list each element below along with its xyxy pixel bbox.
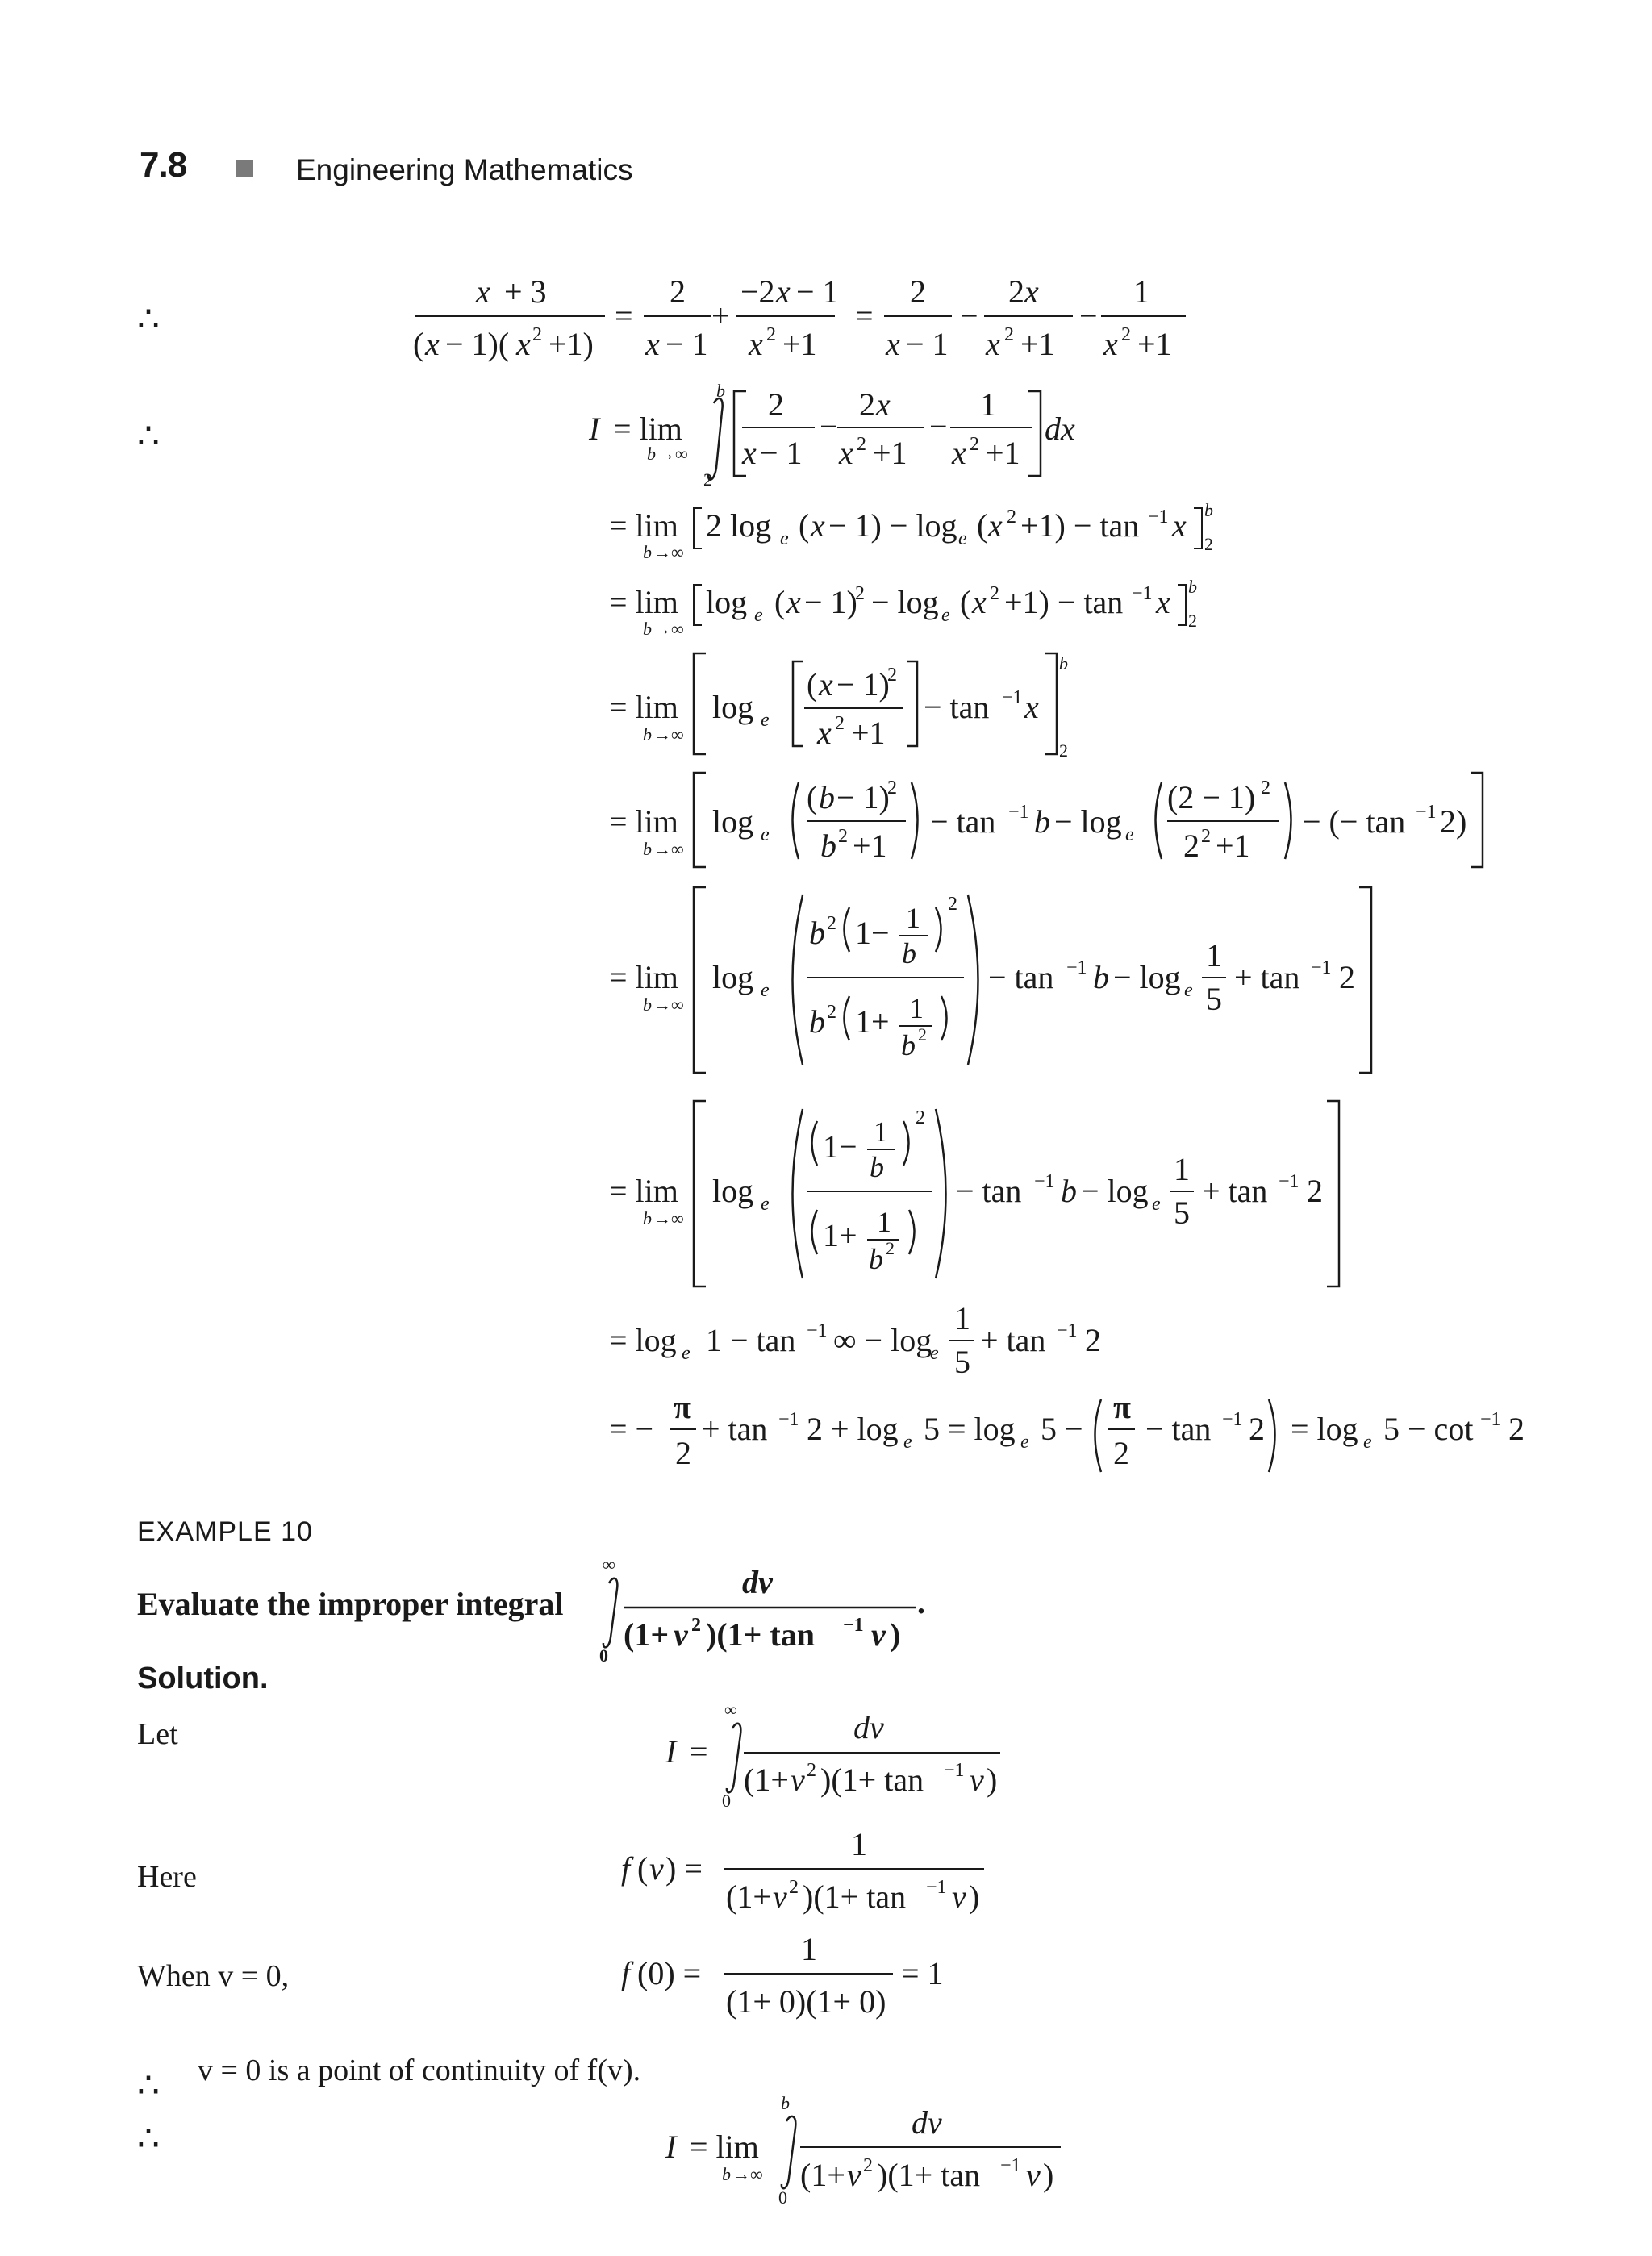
- svg-text:x: x: [742, 435, 757, 471]
- svg-text:f: f: [621, 1850, 631, 1887]
- svg-text:e: e: [930, 1343, 939, 1364]
- svg-text:b: b: [781, 2093, 790, 2113]
- svg-text:log: log: [712, 689, 754, 725]
- svg-text:2: 2: [807, 1760, 816, 1781]
- svg-text:+ tan: + tan: [1234, 959, 1300, 995]
- svg-text:2: 2: [768, 386, 784, 423]
- svg-text:x: x: [1024, 689, 1039, 725]
- svg-text:→∞: →∞: [732, 2164, 763, 2184]
- svg-text:(1+: (1+: [800, 2157, 845, 2193]
- svg-text:−1: −1: [1148, 507, 1169, 528]
- svg-text:= lim: = lim: [609, 803, 678, 840]
- svg-text:2: 2: [827, 913, 836, 934]
- svg-text:b: b: [722, 2164, 731, 2184]
- svg-text:+ 3: + 3: [504, 273, 547, 310]
- svg-text:e: e: [1125, 824, 1134, 845]
- svg-text:b: b: [820, 828, 836, 864]
- svg-text:x: x: [988, 507, 1003, 544]
- svg-text:x: x: [886, 326, 900, 362]
- svg-text:2: 2: [1188, 611, 1197, 631]
- svg-text:2: 2: [703, 469, 712, 490]
- svg-text:x: x: [839, 435, 853, 471]
- svg-text:2: 2: [910, 273, 926, 310]
- svg-text:(: (: [977, 507, 988, 544]
- svg-text:1: 1: [954, 1300, 970, 1337]
- svg-text:+ tan: + tan: [1202, 1173, 1268, 1209]
- svg-text:2: 2: [1201, 826, 1211, 847]
- solution-heading: Solution.: [137, 1662, 269, 1695]
- svg-text:(: (: [774, 584, 786, 620]
- limit-integral: [661, 2089, 1081, 2210]
- svg-text:v: v: [649, 1850, 664, 1887]
- svg-text:(1+: (1+: [624, 1616, 670, 1653]
- svg-text:x: x: [811, 507, 825, 544]
- svg-text:= 1: = 1: [901, 1955, 944, 1991]
- factor-b-squared-step: [609, 879, 1383, 1081]
- svg-text:I: I: [589, 411, 600, 447]
- svg-text:2: 2: [1113, 1435, 1129, 1471]
- therefore-symbol: ∴: [137, 2066, 160, 2105]
- svg-text:1+: 1+: [855, 1003, 890, 1040]
- svg-text:−1: −1: [1008, 802, 1029, 823]
- svg-text:b: b: [716, 381, 725, 401]
- svg-text:x: x: [876, 386, 891, 423]
- let-label: Let: [137, 1717, 178, 1751]
- svg-text:+ tan: + tan: [702, 1411, 768, 1447]
- svg-text:+1: +1: [1216, 828, 1250, 864]
- svg-text:1: 1: [1206, 937, 1222, 974]
- svg-text:−1: −1: [1416, 802, 1437, 823]
- svg-text:−1: −1: [1066, 957, 1087, 978]
- svg-text:x: x: [1156, 584, 1170, 620]
- svg-text:b: b: [1093, 959, 1109, 995]
- svg-text:(2 − 1): (2 − 1): [1167, 779, 1256, 815]
- svg-text:= −: = −: [609, 1411, 654, 1447]
- svg-text:.: .: [917, 1584, 925, 1620]
- svg-text:x: x: [819, 666, 833, 703]
- svg-text:): ): [890, 1616, 901, 1653]
- svg-text:e: e: [1152, 1194, 1161, 1215]
- svg-text:e: e: [761, 980, 770, 1001]
- problem-integral: [593, 1553, 948, 1666]
- svg-text:− 1): − 1): [836, 779, 890, 815]
- svg-text:2: 2: [827, 1002, 836, 1023]
- svg-text:2: 2: [1059, 740, 1068, 758]
- svg-text:∞ − log: ∞ − log: [833, 1322, 932, 1358]
- svg-text:= log: = log: [609, 1322, 677, 1358]
- svg-text:− (− tan: − (− tan: [1303, 803, 1406, 840]
- integrand-at-zero: [617, 1924, 972, 2029]
- simplified-limit-step: [609, 1093, 1351, 1295]
- svg-text:−1: −1: [1057, 1320, 1078, 1341]
- svg-text:+1: +1: [1020, 326, 1055, 362]
- svg-text:= lim: = lim: [609, 959, 678, 995]
- therefore-symbol: ∴: [137, 2119, 160, 2158]
- svg-text:= lim: = lim: [613, 411, 682, 447]
- svg-text:= lim: = lim: [609, 507, 678, 544]
- svg-text:x: x: [817, 715, 832, 751]
- svg-text:e: e: [1184, 980, 1193, 1001]
- svg-text:x: x: [425, 326, 440, 362]
- svg-text:−1: −1: [1279, 1171, 1299, 1192]
- svg-text:1−: 1−: [855, 915, 890, 951]
- svg-text:): ): [1043, 2157, 1054, 2193]
- svg-text:) =: ) =: [665, 1850, 703, 1887]
- here-label: Here: [137, 1860, 197, 1894]
- svg-text:5: 5: [1206, 981, 1222, 1017]
- when-label: When v = 0,: [137, 1959, 290, 1993]
- svg-text:= log: = log: [1291, 1411, 1358, 1447]
- svg-text:e: e: [958, 528, 967, 549]
- svg-text:e: e: [754, 605, 763, 626]
- svg-text:5: 5: [954, 1344, 970, 1380]
- svg-text:v: v: [773, 1879, 787, 1915]
- svg-text:(1+ 0)(1+ 0): (1+ 0)(1+ 0): [726, 1983, 886, 2020]
- svg-text:I: I: [665, 1733, 677, 1770]
- svg-text:+1: +1: [782, 326, 817, 362]
- svg-text:e: e: [682, 1343, 690, 1364]
- svg-text:2: 2: [1307, 1173, 1323, 1209]
- svg-text:e: e: [761, 710, 770, 731]
- svg-text:e: e: [780, 528, 789, 549]
- svg-text:+ tan: + tan: [980, 1322, 1046, 1358]
- svg-text:b: b: [1061, 1173, 1077, 1209]
- svg-text:→∞: →∞: [653, 839, 684, 859]
- svg-text:2: 2: [859, 386, 875, 423]
- svg-text:b: b: [819, 779, 835, 815]
- svg-text:v: v: [847, 2157, 861, 2193]
- svg-text:∞: ∞: [603, 1554, 615, 1574]
- svg-text:x: x: [786, 584, 801, 620]
- svg-text:1: 1: [874, 1115, 888, 1148]
- svg-text:(: (: [807, 779, 818, 815]
- improper-integral-definition: [581, 379, 1097, 492]
- svg-text:log: log: [706, 584, 748, 620]
- partial-fraction-equation: [403, 266, 1210, 371]
- svg-text:= lim: = lim: [609, 1173, 678, 1209]
- svg-text:v: v: [791, 1762, 805, 1798]
- svg-text:+1: +1: [853, 828, 887, 864]
- svg-text:→∞: →∞: [653, 619, 684, 639]
- svg-text:1: 1: [906, 902, 920, 934]
- svg-text:+1) − tan: +1) − tan: [1020, 507, 1140, 544]
- svg-text:b: b: [643, 724, 652, 744]
- svg-text:−1: −1: [1132, 583, 1153, 604]
- svg-text:2: 2: [1121, 324, 1131, 345]
- svg-text:+1) − tan: +1) − tan: [1004, 584, 1124, 620]
- svg-text:(: (: [637, 1850, 649, 1887]
- svg-text:− tan: − tan: [956, 1173, 1022, 1209]
- svg-text:(1+: (1+: [726, 1879, 771, 1915]
- svg-text:x: x: [986, 326, 1000, 362]
- svg-text:x: x: [1103, 326, 1118, 362]
- svg-text:log: log: [712, 803, 754, 840]
- svg-text:=: =: [615, 298, 633, 334]
- svg-text:2: 2: [948, 894, 957, 915]
- svg-text:2): 2): [1440, 803, 1467, 840]
- svg-text:− log: − log: [1081, 1173, 1149, 1209]
- svg-text:− 1: − 1: [906, 326, 949, 362]
- svg-text:v: v: [952, 1879, 966, 1915]
- example-heading: EXAMPLE 10: [137, 1516, 313, 1547]
- svg-text:dv: dv: [912, 2104, 942, 2141]
- svg-text:x: x: [776, 273, 791, 310]
- svg-text:1 − tan: 1 − tan: [706, 1322, 796, 1358]
- svg-text:(: (: [413, 326, 424, 362]
- svg-text:log: log: [712, 959, 754, 995]
- svg-text:∞: ∞: [724, 1699, 737, 1720]
- page-number: 7.8: [140, 145, 187, 185]
- svg-text:− log: − log: [1054, 803, 1122, 840]
- svg-text:1: 1: [1133, 273, 1149, 310]
- limits-substitution-step: [609, 766, 1496, 871]
- svg-text:2: 2: [691, 1615, 701, 1636]
- svg-text:b: b: [643, 839, 652, 859]
- svg-text:1+: 1+: [823, 1217, 857, 1253]
- svg-text:(: (: [960, 584, 971, 620]
- svg-text:2: 2: [838, 826, 848, 847]
- svg-text:b: b: [643, 995, 652, 1015]
- svg-text:e: e: [941, 605, 950, 626]
- svg-text:x: x: [952, 435, 966, 471]
- therefore-symbol: ∴: [137, 299, 160, 339]
- svg-text:−: −: [929, 408, 948, 444]
- svg-text:2: 2: [789, 1877, 799, 1898]
- svg-text:5 = log: 5 = log: [924, 1411, 1016, 1447]
- svg-text:1: 1: [980, 386, 996, 423]
- integral-definition: [661, 1698, 1016, 1811]
- svg-text:2: 2: [1204, 534, 1213, 554]
- svg-text:2: 2: [1004, 324, 1014, 345]
- svg-text:1: 1: [877, 1206, 891, 1238]
- svg-text:− log: − log: [1113, 959, 1181, 995]
- svg-text:−1: −1: [1002, 687, 1023, 708]
- antiderivative-step: [609, 500, 1254, 565]
- svg-text:v: v: [871, 1616, 886, 1653]
- svg-text:− tan: − tan: [930, 803, 996, 840]
- svg-text:2: 2: [1508, 1411, 1525, 1447]
- svg-text:π: π: [1113, 1389, 1131, 1425]
- svg-text:b: b: [809, 1003, 825, 1040]
- svg-text:=: =: [690, 1733, 708, 1770]
- integrand-definition: [617, 1819, 1004, 1924]
- svg-text:−: −: [1079, 298, 1098, 334]
- svg-text:+1): +1): [549, 326, 594, 362]
- svg-text:−1: −1: [1034, 1171, 1055, 1192]
- svg-text:x: x: [1024, 273, 1039, 310]
- svg-text:(: (: [807, 666, 818, 703]
- svg-text:)(1+ tan: )(1+ tan: [803, 1879, 907, 1915]
- svg-text:−1: −1: [1311, 957, 1332, 978]
- svg-text:−1: −1: [944, 1760, 965, 1781]
- svg-text:− 1): − 1): [836, 666, 890, 703]
- svg-text:2: 2: [835, 713, 845, 734]
- svg-text:(1+: (1+: [744, 1762, 789, 1798]
- svg-text:5: 5: [1174, 1195, 1190, 1231]
- svg-text:0: 0: [599, 1645, 608, 1666]
- svg-text:π: π: [674, 1389, 691, 1425]
- svg-text:2: 2: [532, 324, 542, 345]
- svg-text:1: 1: [801, 1931, 817, 1967]
- svg-text:): ): [969, 1879, 980, 1915]
- svg-text:b: b: [643, 619, 652, 639]
- svg-text:+: +: [711, 298, 730, 334]
- svg-text:2: 2: [1339, 959, 1355, 995]
- svg-text:−1: −1: [1000, 2155, 1021, 2176]
- svg-text:− 1): − 1): [804, 584, 857, 620]
- svg-text:−1: −1: [926, 1877, 947, 1898]
- svg-text:2: 2: [766, 324, 776, 345]
- svg-text:)(1+ tan: )(1+ tan: [877, 2157, 981, 2193]
- svg-text:2: 2: [887, 778, 897, 799]
- svg-text:− tan: − tan: [988, 959, 1054, 995]
- header-square-icon: [236, 160, 253, 177]
- svg-text:1: 1: [851, 1826, 867, 1862]
- svg-text:−: −: [960, 298, 978, 334]
- svg-text:)(1+ tan: )(1+ tan: [820, 1762, 924, 1798]
- svg-text:2: 2: [990, 583, 999, 604]
- svg-text:b: b: [901, 1029, 916, 1061]
- svg-text:2: 2: [1007, 507, 1016, 528]
- final-result-step: [609, 1387, 1537, 1484]
- svg-text:2: 2: [1008, 273, 1024, 310]
- limit-evaluated-step: [609, 1299, 1125, 1387]
- svg-text:−1: −1: [1480, 1409, 1501, 1430]
- svg-text:1: 1: [909, 992, 924, 1024]
- svg-text:b: b: [1188, 577, 1197, 597]
- svg-text:v: v: [970, 1762, 984, 1798]
- svg-text:→∞: →∞: [657, 444, 688, 464]
- svg-text:−1: −1: [807, 1320, 828, 1341]
- svg-text:2: 2: [1183, 828, 1199, 864]
- svg-text:)(1+ tan: )(1+ tan: [706, 1616, 815, 1653]
- svg-text:2: 2: [886, 1238, 895, 1258]
- svg-text:2 log: 2 log: [706, 507, 772, 544]
- svg-text:→∞: →∞: [653, 724, 684, 744]
- svg-text:−1: −1: [1222, 1409, 1243, 1430]
- svg-text:dv: dv: [742, 1564, 773, 1600]
- svg-text:−1: −1: [843, 1615, 864, 1636]
- svg-text:2: 2: [670, 273, 686, 310]
- svg-text:= lim: = lim: [609, 689, 678, 725]
- svg-text:f: f: [621, 1955, 631, 1991]
- svg-text:b: b: [1204, 500, 1213, 520]
- svg-text:0: 0: [722, 1791, 731, 1811]
- svg-text:2: 2: [675, 1435, 691, 1471]
- svg-text:2: 2: [1249, 1411, 1265, 1447]
- svg-text:x: x: [972, 584, 987, 620]
- svg-text:2: 2: [857, 434, 866, 455]
- svg-text:b: b: [809, 915, 825, 951]
- svg-text:→∞: →∞: [653, 1208, 684, 1228]
- svg-text:− tan: − tan: [1145, 1411, 1212, 1447]
- svg-text:2: 2: [916, 1107, 925, 1128]
- svg-text:− log: − log: [871, 584, 939, 620]
- svg-text:− 1: − 1: [796, 273, 839, 310]
- svg-text:2: 2: [1261, 778, 1270, 799]
- svg-text:b: b: [647, 444, 656, 464]
- svg-text:x: x: [749, 326, 763, 362]
- svg-text:2: 2: [887, 665, 897, 686]
- svg-text:e: e: [1363, 1432, 1372, 1453]
- svg-text:− 1)(: − 1)(: [445, 326, 510, 362]
- svg-text:0: 0: [778, 2187, 787, 2208]
- svg-text:1−: 1−: [823, 1128, 857, 1165]
- svg-text:(0) =: (0) =: [637, 1955, 702, 1991]
- svg-text:I: I: [665, 2129, 677, 2165]
- log-quotient-step: [609, 645, 1125, 758]
- svg-text:e: e: [1020, 1432, 1029, 1453]
- therefore-symbol: ∴: [137, 416, 160, 456]
- svg-text:5 − cot: 5 − cot: [1383, 1411, 1474, 1447]
- svg-text:b: b: [870, 1151, 884, 1183]
- svg-text:− tan: − tan: [924, 689, 990, 725]
- svg-text:−2: −2: [740, 273, 775, 310]
- svg-text:= lim: = lim: [609, 584, 678, 620]
- svg-text:+1: +1: [873, 435, 907, 471]
- svg-text:b: b: [869, 1243, 883, 1275]
- svg-text:x: x: [516, 326, 531, 362]
- svg-text:−1: −1: [778, 1409, 799, 1430]
- svg-text:2 + log: 2 + log: [807, 1411, 899, 1447]
- svg-text:→∞: →∞: [653, 542, 684, 562]
- svg-text:e: e: [761, 1194, 770, 1215]
- svg-text:b: b: [1059, 653, 1068, 673]
- svg-text:2: 2: [855, 583, 865, 604]
- log-combine-step: [609, 577, 1254, 641]
- svg-text:): ): [987, 1762, 998, 1798]
- svg-text:b: b: [643, 1208, 652, 1228]
- svg-text:2: 2: [918, 1024, 927, 1045]
- svg-text:b: b: [1034, 803, 1050, 840]
- svg-text:b: b: [902, 937, 916, 970]
- problem-statement: Evaluate the improper integral: [137, 1586, 564, 1622]
- svg-text:x: x: [645, 326, 660, 362]
- svg-text:2: 2: [863, 2155, 873, 2176]
- svg-text:dx: dx: [1045, 411, 1075, 447]
- svg-text:x: x: [476, 273, 490, 310]
- svg-text:log: log: [712, 1173, 754, 1209]
- svg-text:− 1: − 1: [760, 435, 803, 471]
- svg-text:2: 2: [1085, 1322, 1101, 1358]
- svg-text:v: v: [1026, 2157, 1041, 2193]
- svg-text:− 1) − log: − 1) − log: [828, 507, 957, 544]
- svg-text:=: =: [855, 298, 874, 334]
- svg-text:(: (: [799, 507, 810, 544]
- book-title: Engineering Mathematics: [296, 153, 633, 186]
- svg-text:b: b: [643, 542, 652, 562]
- svg-text:5 −: 5 −: [1041, 1411, 1083, 1447]
- svg-text:2: 2: [970, 434, 979, 455]
- svg-text:−: −: [820, 408, 838, 444]
- svg-text:1: 1: [1174, 1151, 1190, 1187]
- svg-text:e: e: [903, 1432, 912, 1453]
- continuity-statement: v = 0 is a point of continuity of f(v).: [198, 2054, 641, 2087]
- svg-text:+1: +1: [1137, 326, 1172, 362]
- svg-text:x: x: [1172, 507, 1187, 544]
- svg-text:− 1: − 1: [665, 326, 708, 362]
- svg-text:v: v: [674, 1616, 688, 1653]
- svg-text:→∞: →∞: [653, 995, 684, 1015]
- svg-text:dv: dv: [853, 1709, 884, 1745]
- svg-text:e: e: [761, 824, 770, 845]
- svg-text:+1: +1: [986, 435, 1020, 471]
- svg-text:= lim: = lim: [690, 2129, 759, 2165]
- svg-text:+1: +1: [851, 715, 886, 751]
